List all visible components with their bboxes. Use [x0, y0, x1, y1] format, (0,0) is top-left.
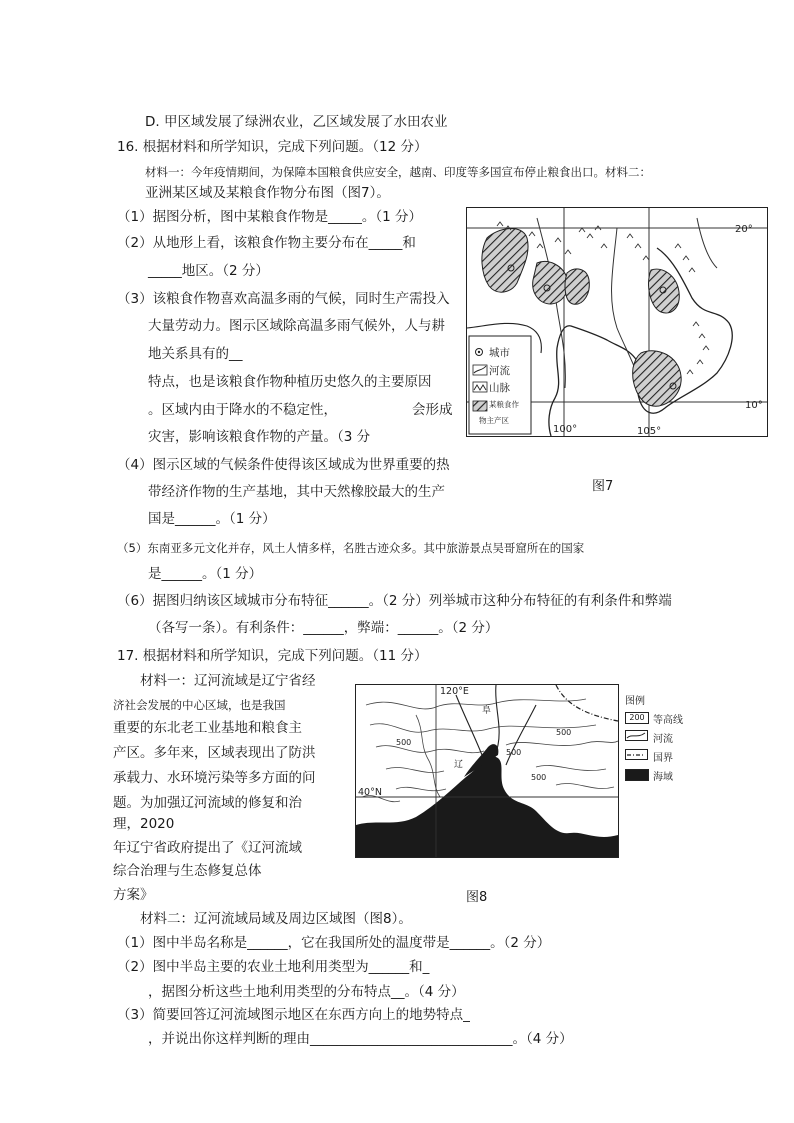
q16-part-1: （1）据图分析，图中某粮食作物是_____。（1 分）	[117, 209, 422, 225]
label-lon-120: 120°E	[440, 686, 469, 697]
label-contour-500-d: 500	[506, 748, 522, 757]
legend-sea-label: 海域	[653, 772, 673, 783]
crop-region-2	[533, 261, 568, 304]
q17-part-1: （1）图中半岛名称是______，它在我国所处的温度带是______。（2 分）	[117, 935, 551, 951]
figure-7-caption: 图7	[592, 479, 614, 494]
label-lat-20: 20°	[735, 224, 753, 235]
legend-crop-label-2: 物主产区	[479, 416, 509, 425]
q16-part-6b: （各写一条）。有利条件：______，弊端：______。（2 分）	[148, 620, 499, 636]
figure-8-legend	[625, 692, 705, 812]
figure-8-map	[355, 684, 619, 858]
q16-part-3a: （3）该粮食作物喜欢高温多雨的气候，同时生产需投入	[117, 291, 450, 307]
q17-material-1a: 材料一：辽河流域是辽宁省经	[140, 673, 316, 689]
label-lon-105: 105°	[637, 426, 662, 436]
q16-material-2: 亚洲某区域及某粮食作物分布图（图7）。	[145, 185, 390, 201]
q17-material-1h: 年辽宁省政府提出了《辽河流域	[113, 840, 302, 856]
q16-part-3e2: 会形成	[412, 402, 453, 418]
crop-region-5	[633, 351, 681, 406]
q16-part-2a: （2）从地形上看，该粮食作物主要分布在_____和	[117, 235, 416, 251]
q17-part-3a: （3）简要回答辽河流域图示地区在东西方向上的地势特点_	[117, 1007, 470, 1023]
q17-material-1c: 重要的东北老工业基地和粮食主	[113, 720, 302, 736]
label-lon-100: 100°	[553, 424, 578, 435]
q16-part-5a: （5）东南亚多元文化并存，风土人情多样，名胜古迹众多。其中旅游景点吴哥窟所在的国家	[117, 541, 585, 555]
legend-river-icon	[625, 730, 649, 742]
crop-region-3	[565, 269, 589, 304]
label-contour-500-b: 500	[556, 728, 572, 737]
q16-header: 16. 根据材料和所学知识，完成下列问题。（12 分）	[117, 139, 428, 155]
q16-part-4a: （4）图示区域的气候条件使得该区域成为世界重要的热	[117, 457, 450, 473]
q17-part-2a: （2）图中半岛主要的农业土地利用类型为______和_	[117, 959, 430, 975]
q15-option-d: D. 甲区域发展了绿洲农业，乙区域发展了水田农业	[145, 114, 448, 130]
q17-material-1j: 方案》	[113, 887, 154, 903]
national-border	[556, 685, 618, 721]
q16-material-1: 材料一：今年疫情期间，为保障本国粮食供应安全，越南、印度等多国宣布停止粮食出口。材料二：	[145, 165, 651, 179]
crop-region-4	[649, 269, 680, 313]
label-lat-10: 10°	[745, 400, 763, 411]
label-place-b: 辽	[454, 760, 464, 770]
legend-contour-icon: 200	[625, 712, 649, 724]
legend-contour-label: 等高线	[653, 715, 683, 726]
legend-title: 图例	[625, 696, 645, 707]
legend-river-label: 河流	[653, 734, 673, 745]
legend-crop-label-1: 某粮食作	[489, 400, 519, 409]
q17-material-1e: 承载力、水环境污染等多方面的问	[113, 770, 316, 786]
q17-material-2: 材料二：辽河流域局域及周边区域图（图8）。	[140, 911, 412, 927]
figure-8-svg	[356, 685, 618, 857]
q16-part-3f: 灾害，影响该粮食作物的产量。（3 分	[148, 429, 371, 445]
q17-part-2b: ，据图分析这些土地利用类型的分布特点__。（4 分）	[148, 984, 465, 1000]
q16-part-5b: 是______。（1 分）	[148, 566, 263, 582]
legend-crop-icon	[473, 401, 487, 411]
figure-7-svg	[467, 208, 767, 436]
legend-sea-icon	[625, 769, 649, 781]
q16-part-4c: 国是______。（1 分）	[148, 511, 276, 527]
q17-material-1d: 产区。多年来，区域表现出了防洪	[113, 745, 316, 761]
label-contour-500-a: 500	[396, 738, 412, 747]
legend-border-label: 国界	[653, 753, 673, 764]
label-lat-40: 40°N	[358, 787, 382, 798]
figure-8-caption: 图8	[466, 890, 488, 905]
q16-part-3c: 地关系具有的__	[148, 346, 243, 362]
label-place-a: 阜	[482, 706, 492, 716]
river-3	[697, 218, 717, 268]
q16-part-4b: 带经济作物的生产基地，其中天然橡胶最大的生产	[148, 484, 445, 500]
q17-material-1f: 题。为加强辽河流域的修复和治	[113, 795, 302, 811]
q17-material-1b: 济社会发展的中心区域，也是我国	[113, 698, 286, 712]
legend-city-label: 城市	[489, 347, 510, 359]
crop-region-1	[482, 229, 528, 293]
q17-header: 17. 根据材料和所学知识，完成下列问题。（11 分）	[117, 648, 428, 664]
q16-part-6a: （6）据图归纳该区域城市分布特征______。（2 分）列举城市这种分布特征的有利条件和弊端	[117, 593, 672, 609]
q17-material-1g: 理，2020	[113, 816, 175, 832]
legend-river-label: 河流	[489, 365, 510, 377]
legend-mountain-label: 山脉	[489, 382, 510, 394]
q17-part-3b: ，并说出你这样判断的理由______________________________。（4 分）	[148, 1031, 573, 1047]
figure-7-map	[466, 207, 768, 437]
q17-material-1i: 综合治理与生态修复总体	[113, 863, 262, 879]
q16-part-3e: 。区域内由于降水的不稳定性，	[148, 402, 337, 418]
q16-part-3b: 大量劳动力。图示区域除高温多雨气候外，人与耕	[148, 318, 445, 334]
legend-border-icon	[625, 749, 649, 761]
q16-part-3d: 特点，也是该粮食作物种植历史悠久的主要原因	[148, 374, 432, 390]
q16-part-2b: _____地区。（2 分）	[148, 263, 269, 279]
sea-area	[356, 757, 618, 857]
label-contour-500-c: 500	[531, 773, 547, 782]
